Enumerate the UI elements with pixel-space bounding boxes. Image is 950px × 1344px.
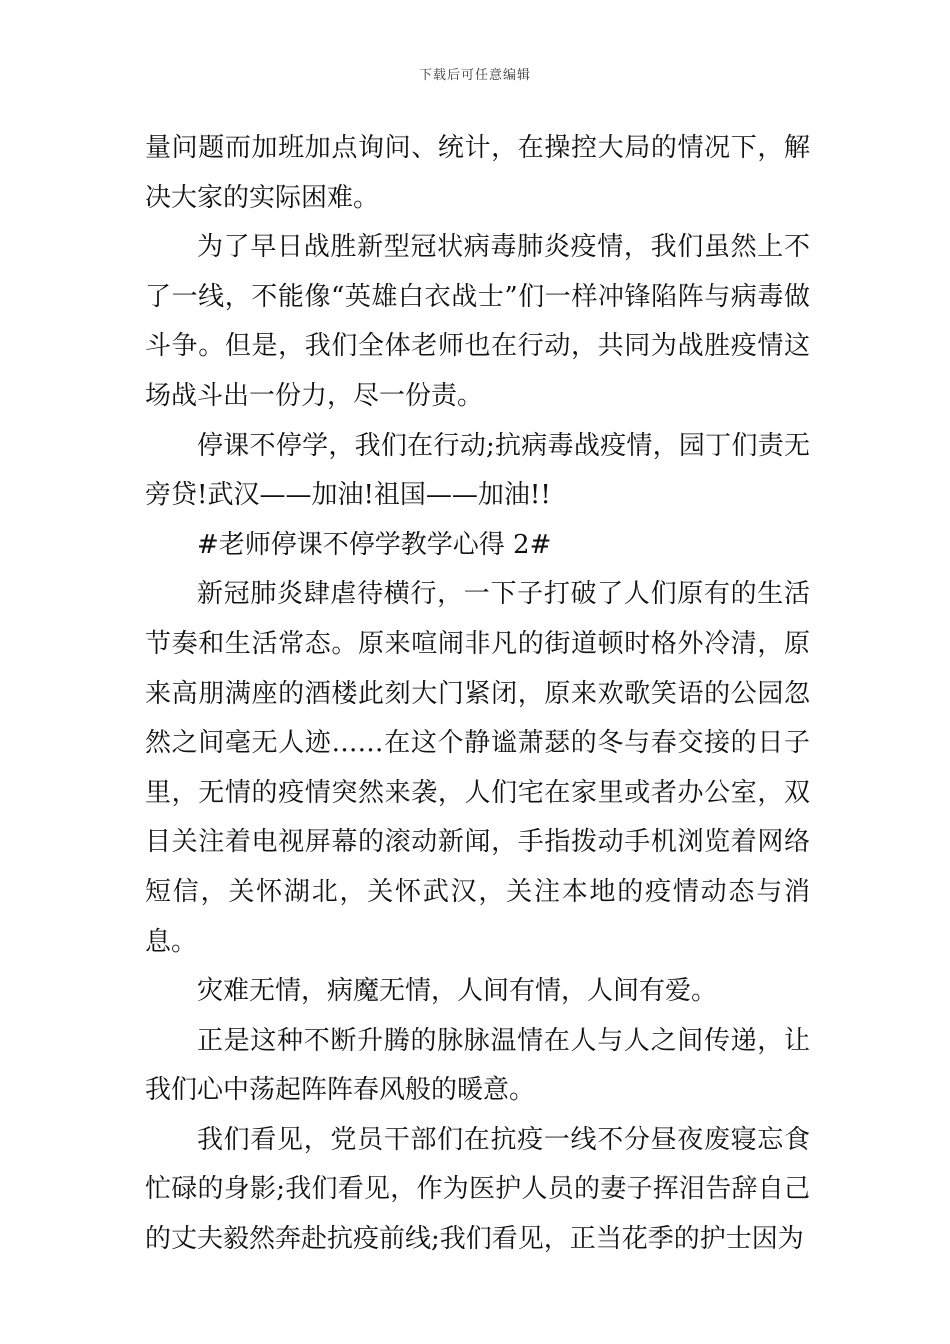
paragraph: 我们看见，党员干部们在抗疫一线不分昼夜废寝忘食忙碌的身影;我们看见，作为医护人员的妻子挥泪告辞自己的丈夫毅然奔赴抗疫前线;我们看见，正当花季的护士因为	[145, 1124, 810, 1255]
section-heading: #老师停课不停学教学心得 2#	[197, 529, 552, 560]
paragraph: 新冠肺炎肆虐待横行，一下子打破了人们原有的生活节奏和生活常态。原来喧闹非凡的街道顿时格外冷清，原来高朋满座的酒楼此刻大门紧闭，原来欢歌笑语的公园忽然之间毫无人迹……在这个静谧萧瑟的冬与春交接的日子里，无情的疫情突然来袭，人们宅在家里或者办公室，双目关注着电视屏幕的滚动新闻，手指拨动手机浏览着网络短信，关怀湖北，关怀武汉，关注本地的疫情动态与消息。	[145, 579, 810, 957]
paragraph: 正是这种不断升腾的脉脉温情在人与人之间传递，让我们心中荡起阵阵春风般的暖意。	[145, 1025, 810, 1106]
document-body	[145, 124, 810, 1265]
page-header: 下载后可任意编辑	[418, 68, 531, 83]
paragraph-continued: 量问题而加班加点询问、统计，在操控大局的情况下，解决大家的实际困难。	[145, 133, 810, 213]
paragraph: 为了早日战胜新型冠状病毒肺炎疫情，我们虽然上不了一线，不能像“英雄白衣战士”们一样冲锋陷阵与病毒做斗争。但是，我们全体老师也在行动，共同为战胜疫情这场战斗出一份力，尽一份责。	[145, 232, 810, 411]
paragraph: 停课不停学，我们在行动;抗病毒战疫情，园丁们责无旁贷!武汉——加油!祖国——加油!!	[145, 430, 810, 511]
paragraph: 灾难无情，病魔无情，人间有情，人间有爱。	[197, 976, 718, 1007]
